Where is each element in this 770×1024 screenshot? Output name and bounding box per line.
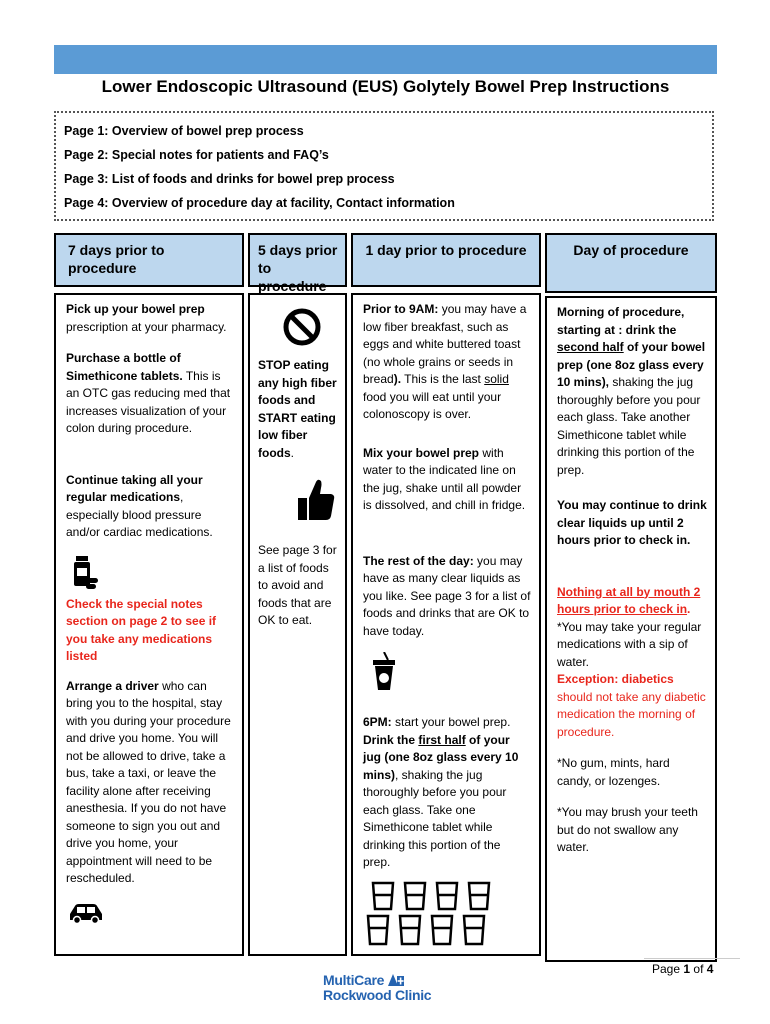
c4-p1-bold2: of your bowel prep (one 8oz glass every 10 mins),: [557, 340, 706, 389]
c3-p1-bold: Prior to 9AM:: [363, 302, 439, 316]
c3-p3-bold: The rest of the day:: [363, 553, 474, 568]
car-icon: [68, 902, 104, 924]
glass-icon: [368, 883, 489, 944]
top-banner-bar: [54, 45, 717, 74]
c4-p5: *No gum, mints, hard candy, or lozenges.: [557, 756, 670, 788]
c4-p3-dot: .: [687, 602, 691, 616]
c3-p1-d: food you will eat until your colonoscopy is over.: [363, 389, 502, 421]
footer-divider: [644, 958, 740, 959]
multicare-logo: [323, 972, 453, 1003]
c1-p2-bold: Purchase a bottle of Simethicone tablets.: [66, 351, 183, 383]
c4-p1-bu: second half: [557, 340, 624, 354]
c3-p1-b: ).: [393, 372, 402, 386]
col1-body: [54, 293, 244, 956]
c1-p2-rest: This is an OTC gas reducing med that increases visualization of your colon during procedure.: [66, 368, 231, 435]
c3-p4-rest1: start your bowel prep.: [395, 715, 511, 729]
toc-line: Page 4: Overview of procedure day at facility, Contact information: [64, 196, 455, 210]
c3-p1-c: This is the last: [404, 372, 481, 386]
c2-p2: See page 3 for a list of foods to avoid and foods that are OK to eat.: [258, 543, 337, 627]
c1-p5-rest: who can bring you to the hospital, stay with you during your procedure and drive you home. You will not be allowed to drive, take a bus, take a taxi, or leave the facility alone after receiving anesthesia. If you do not have someone to sign you out and drive you home, your appointment will need to be rescheduled.: [66, 678, 231, 885]
logo-mark-icon: [388, 974, 404, 986]
c1-p1-bold: Pick up your bowel prep: [66, 302, 205, 316]
c4-p3-red: Nothing at all by mouth 2 hours prior to check in: [557, 584, 701, 616]
c4-p3-rest: *You may take your regular medications with a sip of water.: [557, 619, 702, 669]
table-of-contents: [54, 111, 714, 221]
c3-p4-bold2: Drink the: [363, 732, 416, 747]
c3-p2-bold: Mix your bowel prep: [363, 445, 480, 460]
c3-p2-rest: with water to the indicated line on the jug, shake until all powder is dissolved, and chill in fridge.: [363, 445, 526, 512]
page-total: 4: [706, 962, 714, 976]
toc-line: Page 1: Overview of bowel prep process: [64, 124, 304, 138]
c1-p5-bold: Arrange a driver: [66, 678, 159, 693]
c2-p1-end: .: [290, 445, 295, 460]
col2-header: 5 days prior to procedure: [248, 233, 347, 287]
c3-p4-rest2: , shaking the jug thoroughly before you pour each glass. Take one Simethicone tablet while drinking this portion of the prep.: [363, 767, 507, 869]
c3-p3-rest: you may have as many clear liquids as you like. See page 3 for a list of foods and drinks that are OK to have today.: [363, 553, 531, 638]
col3-body: [351, 293, 541, 956]
c1-p3-bold: Continue taking all your regular medications: [66, 472, 203, 504]
logo-line2: Rockwood Clinic: [323, 987, 432, 1003]
c4-p6: *You may brush your teeth but do not swallow any water.: [557, 805, 698, 854]
c1-p1-rest: prescription at your pharmacy.: [66, 319, 227, 334]
col3-header: 1 day prior to procedure: [351, 233, 541, 287]
document-title: Lower Endoscopic Ultrasound (EUS) Golytely Bowel Prep Instructions: [101, 77, 670, 96]
c4-p4-red-bold: Exception: diabetics: [557, 672, 674, 686]
logo-line1: MultiCare: [323, 972, 385, 988]
col2-body: [248, 293, 347, 956]
c4-p2-bold: You may continue to drink clear liquids up until 2 hours prior to check in.: [557, 498, 707, 547]
c4-p1-bold1: Morning of procedure, starting at : drink the: [557, 305, 685, 337]
drink-cup-icon: [369, 652, 399, 692]
col1-header: 7 days prior to procedure: [54, 233, 244, 287]
of-label: of: [693, 962, 704, 976]
c4-p1-rest: shaking the jug thoroughly before you pour each glass. Take another Simethicone tablet while drinking this portion of the prep.: [557, 375, 701, 477]
toc-line: Page 2: Special notes for patients and FAQ’s: [64, 148, 329, 162]
c1-p3-rest: , especially blood pressure and/or cardiac medications.: [66, 490, 213, 539]
toc-line: Page 3: List of foods and drinks for bowel prep process: [64, 172, 395, 186]
c2-p1-bold: STOP eating any high fiber foods and START eating low fiber foods: [258, 358, 337, 460]
c3-p1-a: you may have a low fiber breakfast, such as eggs and white buttered toast (no whole grains or seeds in bread: [363, 302, 527, 386]
c4-p4-red: should not take any diabetic medication the morning of procedure.: [557, 689, 706, 739]
c3-p4-bold1: 6PM:: [363, 715, 392, 729]
col4-body: [545, 296, 717, 962]
thumbs-up-icon: [296, 478, 336, 522]
page-label: Page: [652, 962, 681, 976]
c3-p4-bold3: of your jug (one 8oz glass every 10 mins): [363, 732, 519, 782]
c3-p4-bu: first half: [418, 732, 466, 747]
medicine-bottle-icon: [70, 554, 100, 590]
c3-p1-u: solid: [484, 372, 509, 386]
page-num: 1: [683, 962, 691, 976]
c1-p4-red: Check the special notes section on page 2 to see if you take any medications listed: [66, 596, 217, 663]
page-number: [652, 962, 713, 976]
col4-header: Day of procedure: [545, 233, 717, 293]
glass-icon-group: [365, 880, 505, 950]
no-symbol-icon: [282, 307, 322, 347]
